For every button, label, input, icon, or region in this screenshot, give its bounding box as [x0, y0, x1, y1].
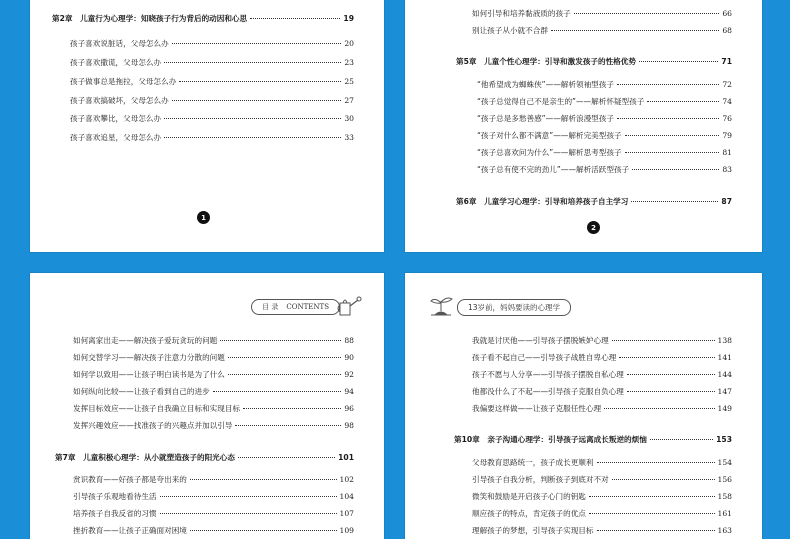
toc-row: [472, 8, 732, 19]
toc-entry-title: 孩子做事总是拖拉，父母怎么办: [70, 77, 177, 86]
toc-row: [477, 96, 732, 107]
toc-chapter-row: [55, 452, 354, 463]
toc-entry-title: 别让孩子从小就不合群: [472, 26, 548, 35]
leader-dots: [617, 84, 719, 85]
leader-dots: [164, 137, 341, 138]
toc-row: [73, 352, 354, 363]
toc-entry-title: 孩子喜欢撒谎，父母怎么办: [70, 58, 162, 67]
leader-dots: [650, 439, 713, 440]
toc-row: [73, 386, 354, 397]
toc-row: [472, 457, 732, 468]
toc-entry-title: 我就是讨厌他——引导孩子摆脱嫉妒心理: [472, 336, 609, 345]
toc-row: [472, 369, 732, 380]
leader-dots: [627, 391, 715, 392]
leader-dots: [604, 408, 714, 409]
contents-header: [251, 295, 362, 319]
toc-entry-title: “孩子总喜欢问为什么”——解析思考型孩子: [477, 148, 622, 157]
toc-row: [70, 38, 354, 49]
toc-row: [70, 113, 354, 124]
contents-header-box: [251, 299, 340, 315]
toc-page-number: 98: [344, 421, 354, 430]
toc-entry-title: “他希望成为蜘蛛侠”——解析领袖型孩子: [477, 80, 614, 89]
toc-row: [477, 113, 732, 124]
toc-entry-title: “孩子总有使不完的劲儿”——解析活跃型孩子: [477, 165, 630, 174]
toc-page-number: 144: [717, 370, 732, 379]
toc-entry-title: 如何离家出走——解决孩子爱玩贪玩的问题: [73, 336, 218, 345]
leader-dots: [238, 457, 335, 458]
leader-dots: [220, 340, 341, 341]
leader-dots: [574, 13, 720, 14]
toc-row: [472, 25, 732, 36]
leader-dots: [213, 391, 342, 392]
toc-entry-title: 如何学以致用——让孩子明白读书是为了什么: [73, 370, 225, 379]
toc-entry-title: 顺应孩子的特点，肯定孩子的优点: [472, 509, 586, 518]
toc-entry-title: 微笑和鼓励是开启孩子心门的钥匙: [472, 492, 586, 501]
toc-entry-title: “孩子对什么都不满意”——解析完美型孩子: [477, 131, 622, 140]
leader-dots: [164, 62, 341, 63]
page-number-badge: 1: [197, 211, 210, 224]
toc-entry-title: 如何纵向比较——让孩子看到自己的进步: [73, 387, 210, 396]
toc-entry-title: 引导孩子自我分析，判断孩子到底对不对: [472, 475, 609, 484]
toc-page-number: 141: [717, 353, 732, 362]
toc-page-number: 87: [721, 197, 732, 206]
toc-row: [477, 79, 732, 90]
leader-dots: [551, 30, 719, 31]
toc-page-number: 101: [338, 453, 354, 462]
toc-page-number: 147: [717, 387, 732, 396]
leader-dots: [172, 43, 342, 44]
toc-chapter-row: [456, 56, 732, 67]
toc-page-number: 107: [339, 509, 354, 518]
leader-dots: [160, 496, 337, 497]
leader-dots: [160, 513, 337, 514]
leader-dots: [647, 101, 719, 102]
toc-row: [73, 369, 354, 380]
toc-row: [73, 335, 354, 346]
toc-chapter-row: [456, 196, 732, 207]
book-title: 13岁前，妈妈要读的心理学: [468, 302, 561, 312]
toc-page-4: [405, 273, 762, 539]
toc-row: [472, 525, 732, 536]
toc-row: [73, 525, 354, 536]
leader-dots: [228, 357, 341, 358]
toc-row: [73, 403, 354, 414]
toc-entry-title: 理解孩子的梦想，引导孩子实现目标: [472, 526, 594, 535]
toc-entry-title: 挫折教育——让孩子正确面对困境: [73, 526, 187, 535]
toc-entry-title: 如何交替学习——解决孩子注意力分散的问题: [73, 353, 225, 362]
toc-page-number: 23: [344, 58, 354, 67]
contents-label-cn: 目 录: [262, 303, 279, 311]
toc-page-number: 161: [717, 509, 732, 518]
toc-page-number: 68: [722, 26, 732, 35]
toc-row: [472, 474, 732, 485]
toc-row: [472, 508, 732, 519]
toc-page-number: 33: [344, 133, 354, 142]
toc-row: [472, 386, 732, 397]
toc-page-number: 94: [344, 387, 354, 396]
toc-page-number: 76: [722, 114, 732, 123]
leader-dots: [639, 61, 718, 62]
book-title-box: [457, 299, 571, 316]
toc-chapter-row: [454, 434, 732, 445]
toc-entry-title: 孩子喜欢追星，父母怎么办: [70, 133, 162, 142]
toc-row: [70, 95, 354, 106]
toc-row: [477, 147, 732, 158]
toc-page-number: 79: [722, 131, 732, 140]
leader-dots: [164, 118, 341, 119]
toc-page-number: 153: [716, 435, 732, 444]
toc-entry-title: 孩子喜欢说脏话，父母怎么办: [70, 39, 169, 48]
toc-entry-title: “孩子总觉得自己不是亲生的”——解析怀疑型孩子: [477, 97, 645, 106]
leader-dots: [632, 169, 719, 170]
leader-dots: [179, 81, 341, 82]
toc-page-number: 109: [339, 526, 354, 535]
leader-dots: [589, 513, 715, 514]
toc-row: [472, 352, 732, 363]
toc-page-number: 88: [344, 336, 354, 345]
leader-dots: [235, 425, 341, 426]
toc-entry-title: 父母教育思路统一，孩子成长更顺利: [472, 458, 594, 467]
leader-dots: [627, 374, 715, 375]
toc-entry-title: 赏识教育——好孩子都是夸出来的: [73, 475, 187, 484]
toc-page-number: 96: [344, 404, 354, 413]
leader-dots: [250, 18, 340, 19]
toc-page-2: [405, 0, 762, 252]
toc-row: [70, 57, 354, 68]
toc-page-number: 20: [344, 39, 354, 48]
toc-page-number: 163: [717, 526, 732, 535]
page-number-badge: 2: [587, 221, 600, 234]
toc-row: [73, 491, 354, 502]
toc-entry-title: 第6章 儿童学习心理学：引导和培养孩子自主学习: [456, 197, 629, 206]
book-title-header: [427, 295, 571, 319]
contents-label-en: CONTENTS: [286, 303, 329, 311]
leader-dots: [617, 118, 719, 119]
toc-page-number: 156: [717, 475, 732, 484]
toc-page-number: 83: [722, 165, 732, 174]
leader-dots: [190, 530, 337, 531]
toc-entry-title: 如何引导和培养黏液质的孩子: [472, 9, 571, 18]
leader-dots: [612, 340, 715, 341]
toc-row: [477, 164, 732, 175]
toc-entry-title: 孩子看不起自己——引导孩子战胜自卑心理: [472, 353, 617, 362]
toc-entry-title: 孩子喜欢攀比，父母怎么办: [70, 114, 162, 123]
leader-dots: [172, 100, 342, 101]
toc-page-number: 92: [344, 370, 354, 379]
toc-entry-title: 第5章 儿童个性心理学：引导和激发孩子的性格优势: [456, 57, 636, 66]
leader-dots: [619, 357, 714, 358]
toc-page-3: [30, 273, 384, 539]
toc-page-number: 66: [722, 9, 732, 18]
toc-row: [472, 491, 732, 502]
leader-dots: [190, 479, 337, 480]
toc-entry-title: “孩子总是多愁善感”——解析浪漫型孩子: [477, 114, 614, 123]
toc-entry-title: 发挥兴趣效应——找准孩子的兴趣点并加以引导: [73, 421, 233, 430]
toc-chapter-row: [52, 13, 354, 24]
toc-page-number: 30: [344, 114, 354, 123]
toc-page-number: 102: [339, 475, 354, 484]
toc-row: [73, 508, 354, 519]
toc-page-number: 27: [344, 96, 354, 105]
toc-row: [73, 420, 354, 431]
toc-row: [70, 76, 354, 87]
toc-entry-title: 他都没什么了不起——引导孩子克服自负心理: [472, 387, 624, 396]
toc-page-number: 90: [344, 353, 354, 362]
sprout-icon: [427, 295, 455, 319]
watering-can-icon: [336, 295, 362, 319]
toc-page-number: 19: [343, 14, 354, 23]
toc-entry-title: 培养孩子自我反省的习惯: [73, 509, 157, 518]
toc-entry-title: 我偏要这样做——让孩子克服任性心理: [472, 404, 602, 413]
leader-dots: [597, 530, 715, 531]
toc-page-number: 81: [722, 148, 732, 157]
toc-row: [73, 474, 354, 485]
toc-page-number: 71: [721, 57, 732, 66]
toc-page-number: 158: [717, 492, 732, 501]
toc-row: [472, 335, 732, 346]
toc-entry-title: 引导孩子乐观地看待生活: [73, 492, 157, 501]
toc-page-number: 25: [344, 77, 354, 86]
leader-dots: [589, 496, 715, 497]
toc-page-number: 149: [717, 404, 732, 413]
toc-row: [70, 132, 354, 143]
leader-dots: [612, 479, 715, 480]
toc-page-number: 72: [722, 80, 732, 89]
toc-entry-title: 第10章 亲子沟通心理学：引导孩子远离成长叛逆的烦恼: [454, 435, 647, 444]
toc-entry-title: 第7章 儿童积极心理学：从小就塑造孩子的阳光心态: [55, 453, 235, 462]
leader-dots: [625, 152, 720, 153]
leader-dots: [243, 408, 341, 409]
toc-page-number: 74: [722, 97, 732, 106]
toc-page-number: 138: [717, 336, 732, 345]
leader-dots: [597, 462, 715, 463]
toc-entry-title: 第2章 儿童行为心理学：知晓孩子行为背后的动因和心思: [52, 14, 248, 23]
toc-entry-title: 孩子喜欢搞破坏，父母怎么办: [70, 96, 169, 105]
toc-row: [472, 403, 732, 414]
toc-entry-title: 孩子不愿与人分享——引导孩子摆脱自私心理: [472, 370, 624, 379]
toc-page-number: 154: [717, 458, 732, 467]
toc-entry-title: 发挥目标效应——让孩子自我确立目标和实现目标: [73, 404, 241, 413]
leader-dots: [631, 201, 718, 202]
toc-page-1: [30, 0, 384, 252]
leader-dots: [228, 374, 341, 375]
leader-dots: [625, 135, 720, 136]
toc-row: [477, 130, 732, 141]
toc-page-number: 104: [339, 492, 354, 501]
